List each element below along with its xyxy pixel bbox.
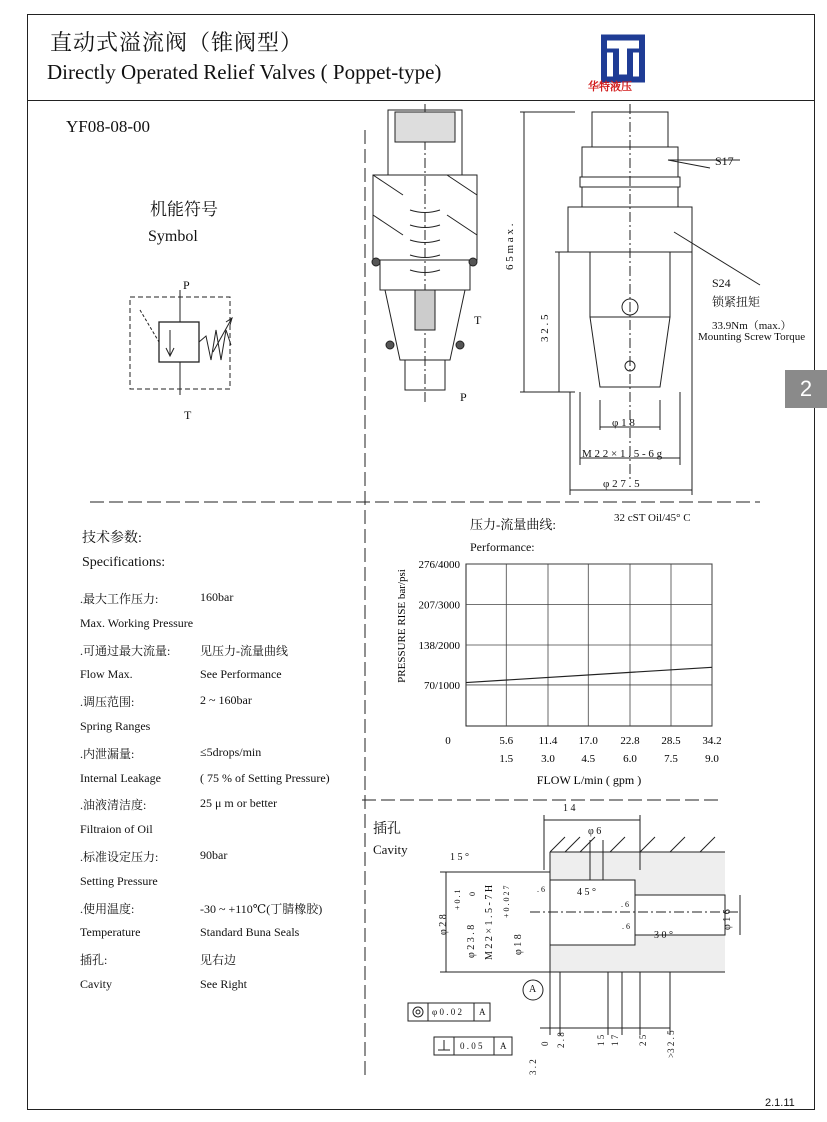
chart-x-origin: 0 (445, 735, 451, 747)
spec-label: .内泄漏量: (80, 746, 135, 761)
spec-label: Cavity (80, 977, 112, 991)
chart-xtick-lpm: 11.4 (538, 735, 558, 747)
dim-thread: M 2 2 × 1 . 5 - 6 g (582, 448, 663, 460)
cavity-datum-a2: A (500, 1041, 507, 1051)
page-tab: 2 (785, 370, 827, 408)
perf-title-en: Performance: (470, 540, 535, 554)
torque-en: Mounting Screw Torque (698, 331, 806, 343)
chart-xtick-lpm: 22.8 (620, 735, 640, 747)
cavity-datum-circle: A (529, 984, 537, 995)
cavity-dim-phi16: φ 1 6 (722, 909, 733, 930)
chart-xtick-gpm: 9.0 (705, 753, 719, 765)
cavity-roughness-a: . 6 (537, 885, 545, 894)
cavity-roughness-b: . 6 (621, 900, 629, 909)
spec-value: 90bar (200, 848, 228, 862)
cavity-dim-2-8: 2 . 8 (556, 1032, 566, 1048)
spec-label: 插孔: (80, 953, 108, 968)
spec-label: .使用温度: (80, 901, 135, 916)
perf-title-cn: 压力-流量曲线: (470, 517, 556, 532)
spec-value: ( 75 % of Setting Pressure) (200, 770, 330, 785)
cavity-angle-15: 1 5 ° (450, 852, 469, 863)
logo-text: 华特液压 (588, 80, 632, 93)
symbol-label-cn: 机能符号 (150, 200, 218, 219)
symbol-port-p: P (183, 278, 190, 292)
spec-label: Flow Max. (80, 667, 133, 682)
cavity-dim-15: 1 5 (596, 1034, 606, 1046)
chart-xtick-gpm: 7.5 (664, 753, 678, 765)
cavity-dim-25: 2 5 (638, 1034, 648, 1046)
cavity-roughness: 3 . 2 (528, 1059, 538, 1075)
cavity-label-en: Cavity (373, 842, 408, 857)
specs-heading-en: Specifications: (82, 555, 166, 570)
cavity-dim-m22: M 2 2 × 1 . 5 - 7 H (484, 884, 495, 960)
spec-label: Filtraion of Oil (80, 822, 153, 837)
dim-32-5: 3 2 . 5 (539, 314, 551, 342)
dim-65max: 6 5 m a x . (504, 223, 516, 270)
cavity-dim-32-5: >3 2 . 5 (666, 1030, 676, 1058)
torque-value: 33.9Nm（max.） (712, 320, 792, 332)
chart-xtick-gpm: 6.0 (623, 753, 637, 765)
spec-label: .最大工作压力: (80, 592, 159, 606)
cavity-dim-14: 1 4 (563, 803, 576, 814)
spec-value: 160bar (200, 590, 234, 604)
cavity-tol-0: 0 (468, 892, 477, 896)
spec-value: Standard Buna Seals (200, 925, 300, 940)
cavity-label-cn: 插孔 (373, 822, 401, 837)
perf-condition: 32 cST Oil/45° C (614, 512, 691, 524)
cavity-perpendicularity: 0 . 0 5 (460, 1041, 483, 1051)
s17-label: S17 (715, 154, 734, 168)
spec-label: Internal Leakage (80, 770, 161, 785)
chart-ytick: 276/4000 (418, 559, 460, 571)
torque-cn: 锁紧扭矩 (712, 295, 761, 309)
spec-label: .油液清洁度: (80, 798, 147, 813)
page-footer: 2.1.11 (765, 1097, 795, 1109)
cavity-concentricity: φ 0 . 0 2 (432, 1007, 462, 1017)
spec-value: 见压力-流量曲线 (200, 643, 288, 658)
symbol-port-t: T (184, 408, 192, 422)
spec-value: See Right (200, 977, 247, 991)
chart-ylabel: PRESSURE RISE bar/psi (396, 569, 408, 683)
chart-xtick-gpm: 1.5 (499, 753, 514, 765)
cavity-dim-phi23-8: φ 2 3 . 8 (466, 924, 477, 958)
chart-xtick-lpm: 17.0 (578, 735, 598, 747)
spec-label: Setting Pressure (80, 873, 158, 888)
spec-value: -30 ~ +110℃(丁腈橡胶) (200, 901, 323, 916)
cavity-dim-17: 1 7 (610, 1034, 620, 1046)
cavity-tol-0-1: + 0 . 1 (453, 889, 462, 910)
cavity-roughness-c: . 6 (622, 922, 630, 931)
section-port-p: P (460, 390, 467, 404)
chart-xtick-lpm: 28.5 (661, 735, 681, 747)
chart-xlabel: FLOW L/min ( gpm ) (536, 773, 642, 787)
spec-value: 2 ~ 160bar (200, 693, 252, 708)
cavity-dim-phi6: φ 6 (588, 826, 602, 837)
cavity-angle-30: 3 0 ° (654, 930, 673, 941)
chart-ytick: 138/2000 (418, 640, 460, 652)
spec-label: Temperature (80, 925, 141, 940)
chart-xtick-lpm: 34.2 (702, 735, 722, 747)
spec-label: Spring Ranges (80, 719, 151, 733)
chart-xtick-gpm: 4.5 (581, 753, 596, 765)
cavity-angle-45: 4 5 ° (577, 887, 596, 898)
title-cn: 直动式溢流阀（锥阀型） (50, 30, 304, 55)
spec-label: .可通过最大流量: (80, 643, 171, 658)
symbol-label-en: Symbol (148, 228, 198, 245)
spec-value: See Performance (200, 667, 282, 682)
chart-ytick: 70/1000 (423, 679, 460, 692)
specs-heading-cn: 技术参数: (82, 531, 142, 546)
cavity-tol-0-027: + 0 . 0 2 7 (502, 885, 511, 918)
dim-phi18: φ 1 8 (612, 417, 635, 429)
spec-label: .调压范围: (80, 695, 135, 710)
spec-label: .标准设定压力: (80, 850, 159, 864)
model-number: YF08-08-00 (66, 117, 151, 136)
s24-label: S24 (712, 276, 731, 290)
spec-value: 25 μ m or better (200, 796, 278, 811)
chart-xtick-gpm: 3.0 (541, 753, 555, 765)
cavity-dim-phi18: φ 1 8 (513, 934, 524, 955)
chart-xtick-lpm: 5.6 (499, 735, 514, 747)
section-port-t: T (474, 313, 482, 327)
chart-ytick: 207/3000 (418, 599, 460, 612)
cavity-dim-phi28: φ 2 8 (438, 914, 449, 935)
chart-series-line (466, 667, 712, 682)
dim-phi27-5: φ 2 7 . 5 (603, 478, 640, 490)
spec-value: ≤5drops/min (200, 744, 262, 759)
title-en: Directly Operated Relief Valves ( Poppet-type) (47, 60, 442, 84)
spec-value: 见右边 (200, 953, 237, 968)
cavity-dim-0: 0 (540, 1041, 550, 1046)
cavity-datum-a1: A (479, 1007, 486, 1017)
spec-label: Max. Working Pressure (80, 615, 194, 630)
